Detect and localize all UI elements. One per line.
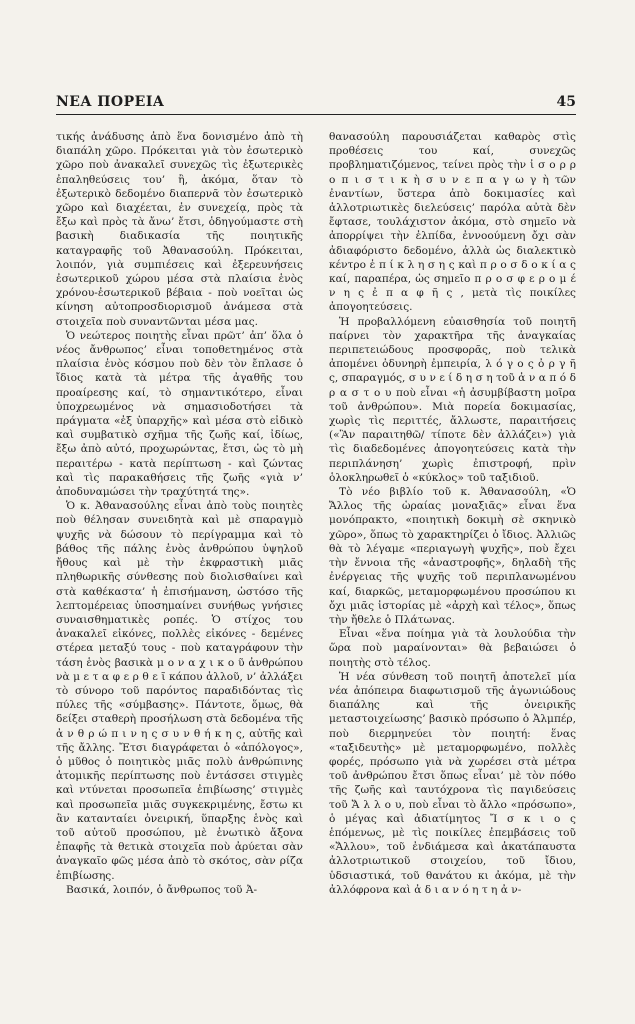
paragraph: Ἡ νέα σύνθεση τοῦ ποιητῆ ἀποτελεῖ μία νέα ἀπόπειρα διαφωτισμοῦ τῆς ἀγωνιώδους διαπάλης καὶ τῆς ὀνειρικῆς μεταστοιχείωσης’ βασικὸ πρόσωπο ὁ Ἀλμπέρ, ποὺ διερμηνεύει τὸν ποιητή: ἕνας «ταξιδευτὴς» μὲ μεταμορφωμένο, πολλὲς φορές, πρόσωπο γιὰ νὰ χωρέσει στὰ μέτρα τοῦ ἀνθρώπου ἔτσι ὅπως εἶναι’ μὲ τὸν πόθο τῆς ζωῆς καὶ ταυτόχρονα τὶς παγιδεύσεις τοῦ Ἄ λ λ ο υ, ποὺ εἶναι τὸ ἄλλο «πρόσωπο», ὁ μέγας καὶ ἀδιατίμητος Ἴ σ κ ι ο ς ἑπόμενως, μὲ τὶς ποικίλες ἐπεμβάσεις τοῦ «Ἄλλου», τοῦ ἐνδιάμεσα καὶ ἀκατάπαυστα ἀλλοτριωτικοῦ στοιχείου, τοῦ ἴδιου, ὑδσιαστικά, τοῦ θανάτου κι ἀκόμα, μὲ τὴν ἀλλόφρονα καὶ ἀ δ ι α ν ό η τ η ἀ ν- <box>329 670 576 896</box>
paragraph: Ὁ νεώτερος ποιητὴς εἶναι πρῶτ’ ἀπ’ ὅλα ὁ νέος ἄνθρωπος’ εἶναι τοποθετημένος στὰ πλαίσια ἑνὸς κόσμου ποὺ δὲν τὸν ἔπλασε ὁ ἴδιος κατὰ τὰ μέτρα τῆς ἀγαθῆς του προαίρεσης καί, τὸ σημαντικότερο, εἶναι ὑποχρεωμένος νὰ σημασιοδοτήσει τὰ πράγματα «ἐξ ὑπαρχῆς» καὶ μέσα στὸ εἰδικὸ καὶ συμβατικὸ σχῆμα τῆς ζωῆς καί, ἰδίως, ἔξω ἀπὸ αὐτό, προχωρώντας, ἔτσι, ὡς τὸ μὴ περαιτέρω - κατὰ περίπτωση - καὶ ζώντας καὶ τὶς παρακαθήσεις τῆς ζωῆς «γιὰ ν’ ἀποδυναμώσει τὴν τραχύτητά της». <box>56 329 303 499</box>
paragraph: Ἡ προβαλλόμενη εὐαισθησία τοῦ ποιητῆ παίρνει τὸν χαρακτῆρα τῆς ἀναγκαίας περιπετειώδους προσφορᾶς, ποὺ τελικὰ ἀπομένει ὀδυνηρὴ ἐμπειρία, λ ό γ ο ς ὀ ρ γ ῆ ς, σπαραγμός, σ υ ν ε ί δ η σ η τοῦ ἀ ν α π ό δ ρ α σ τ ο υ ποὺ εἶναι «ἡ ἀσυμβίβαστη μοῖρα τοῦ ἀνθρώπου». Μιὰ πορεία δοκιμασίας, χωρὶς τὶς περιττές, ἄλλωστε, παραιτήσεις («Ἂν παραιτηθῶ/ τίποτε δὲν ἀλλάζει») γιὰ τὶς διαδεδομένες ἀπογοητεύσεις κατὰ τὴν περιπλάνηση’ χωρὶς ἐπιστροφή, πρὶν ὁλοκληρωθεῖ ὁ «κύκλος» τοῦ ταξιδιοῦ. <box>329 315 576 484</box>
paragraph: τικής ἀνάδυσης ἀπὸ ἕνα δονισμένο ἀπὸ τὴ διαπάλη χῶρο. Πρόκειται γιὰ τὸν ἐσωτερικὸ χῶρο ποὺ ἀνακαλεῖ συνεχῶς τὶς ἐξωτερικὲς ἐπαληθεύσεις του’ ἢ, ἀκόμα, ὅταν τὸ ἐξωτερικὸ δεδομένο διαπερνᾶ τὸν ἐσωτερικὸ χῶρο καὶ διαχέεται, ἐν συνεχείᾳ, πρὸς τὰ ἔξω καὶ πρὸς τὰ ἄνω’ ἔτσι, ὁδηγούμαστε στὴ βασικὴ διαδικασία τῆς ποιητικῆς καταγραφῆς τοῦ Ἀθανασούλη. Πρόκειται, λοιπόν, γιὰ συμπιέσεις καὶ ἐξερευνήσεις ἐσωτερικοῦ χώρου μέσα στὰ πλαίσια ἑνὸς χρόνου-ἐσωτερικοῦ βέβαια - ποὺ νοεῖται ὡς κίνηση αὐτοπροσδιορισμοῦ ἀνάμεσα στὰ στοιχεῖα ποὺ συναντῶνται μέσα μας. <box>56 131 303 328</box>
right-text-column <box>329 130 576 897</box>
paragraph: Τὸ νέο βιβλίο τοῦ κ. Ἀθανασούλη, «Ὁ Ἄλλος τῆς ὡραίας μοναξιᾶς» εἶναι ἕνα μονόπρακτο, «ποιητικὴ δοκιμὴ σὲ σκηνικὸ χῶρο», ὅπως τὸ χαρακτηρίζει ὁ ἴδιος. Ἀλλιῶς θὰ τὸ λέγαμε «περιαγωγὴ ψυχῆς», ποὺ ἔχει τὴν ἔννοια τῆς «ἀναστροφῆς», δηλαδὴ τῆς ἐνέργειας τῆς ψυχῆς τοῦ περιπλανωμένου καί, διαρκῶς, μεταμορφωμένου προσώπου κι ὄχι μιᾶς ἱστορίας μὲ «ἀρχὴ καὶ τέλος», ὅπως τὴν ἤθελε ὁ Πλάτωνας. <box>329 486 576 626</box>
page-number: 45 <box>556 94 576 110</box>
paragraph: θανασούλη παρουσιάζεται καθαρὸς στὶς προθέσεις του καί, συνεχῶς προβληματιζόμενος, τείνει πρὸς τὴν ἰ σ ο ρ ρ ο π ι σ τ ι κ ὴ σ υ ν ε π α γ ω γ ὴ τῶν ἐναντίων, ὕστερα ἀπὸ δοκιμασίες καὶ ἀλλοτριωτικὲς διελεύσεις’ παρόλα αὐτὰ δὲν ἔφτασε, τουλάχιστον ἀκόμα, στὸ σημεῖο νὰ ἀπορρίψει τὴν ἐλπίδα, ἐννοούμενη ὄχι σὰν ἀδιαφόριστο δεδομένο, ἀλλὰ ὡς διαλεκτικὸ κέντρο ἐ π ί κ λ η σ η ς καὶ π ρ ο σ δ ο κ ί α ς καί, παραπέρα, ὡς σημεῖο π ρ ο σ φ ε ρ ο μ έ ν η ς ἐ π α φ ῆ ς , μετὰ τὶς ποικίλες ἀπογοητεύσεις. <box>329 131 576 314</box>
page-header <box>56 92 576 115</box>
paragraph: Ὁ κ. Ἀθανασούλης εἶναι ἀπὸ τοὺς ποιητὲς ποὺ θέλησαν συνειδητὰ καὶ μὲ σπαραγμὸ ψυχῆς νὰ δώσουν τὸ περίγραμμα καὶ τὸ βάθος τῆς πάλης ἑνὸς ἀνθρώπου ὑψηλοῦ ἤθους καὶ μὲ τὴν ἐκφραστικὴ μιᾶς πληθωρικῆς σύνθεσης ποὺ διολισθαίνει καὶ στὰ καθέκαστα’ ἡ ἐπισήμανση, ὡστόσο τῆς λεπτομέρειας ὑποσημαίνει συνήθως γνήσιες συναισθηματικὲς ροπές. Ὁ στίχος του ἀνακαλεῖ εἰκόνες, πολλὲς εἰκόνες - δεμένες στέρεα μεταξύ τους - ποὺ καταγράφουν τὴν τάση ἑνὸς βασικὰ μ ο ν α χ ι κ ο ῦ ἀνθρώπου νὰ μ ε τ α φ ε ρ θ ε ῖ κάπου ἀλλοῦ, ν’ ἀλλάξει τὸ σύνορο τοῦ παρόντος παραδιδόντας τὶς πύλες τῆς «σύμβασης». Πάντοτε, ὅμως, θὰ δείξει σταθερὴ προσήλωση στὰ δεδομένα τῆς ἀ ν θ ρ ώ π ι ν η ς σ υ ν θ ή κ η ς, αὐτῆς καὶ τῆς ἄλλης. Ἔτσι διαγράφεται ὁ «ἀπόλογος», ὁ μῦθος ὁ ποιητικὸς μιᾶς πολὺ ἀνθρώπινης ἀτομικῆς περίπτωσης ποὺ ἐντάσσει στιγμὲς καὶ ντύνεται προσωπεῖα ἐπιβίωσης’ στιγμὲς καὶ προσωπεῖα μιᾶς συγκεκριμένης, ἔστω κι ἂν κατανταίει ὀνειρική, ὕπαρξης ἑνὸς καὶ τοῦ αὐτοῦ προσώπου, μὲ ἑνωτικὸ ἄξονα ἐπαφῆς τὰ θετικὰ στοιχεῖα ποὺ ἀρύεται σὰν ἀναγκαῖο φῶς μέσα ἀπὸ τὸ σκότος, σὰν ρίζα ἐπιβίωσης. <box>56 500 303 882</box>
left-text-column <box>56 130 303 897</box>
paragraph: Εἶναι «ἕνα ποίημα γιὰ τὰ λουλούδια τὴν ὥρα ποὺ μαραίνονται» θὰ βεβαιώσει ὁ ποιητὴς στὸ τέλος. <box>329 628 576 669</box>
paragraph: Βασικά, λοιπόν, ὁ ἄνθρωπος τοῦ Ἀ- <box>66 883 258 896</box>
journal-title: ΝΕΑ ΠΟΡΕΙΑ <box>56 94 165 110</box>
